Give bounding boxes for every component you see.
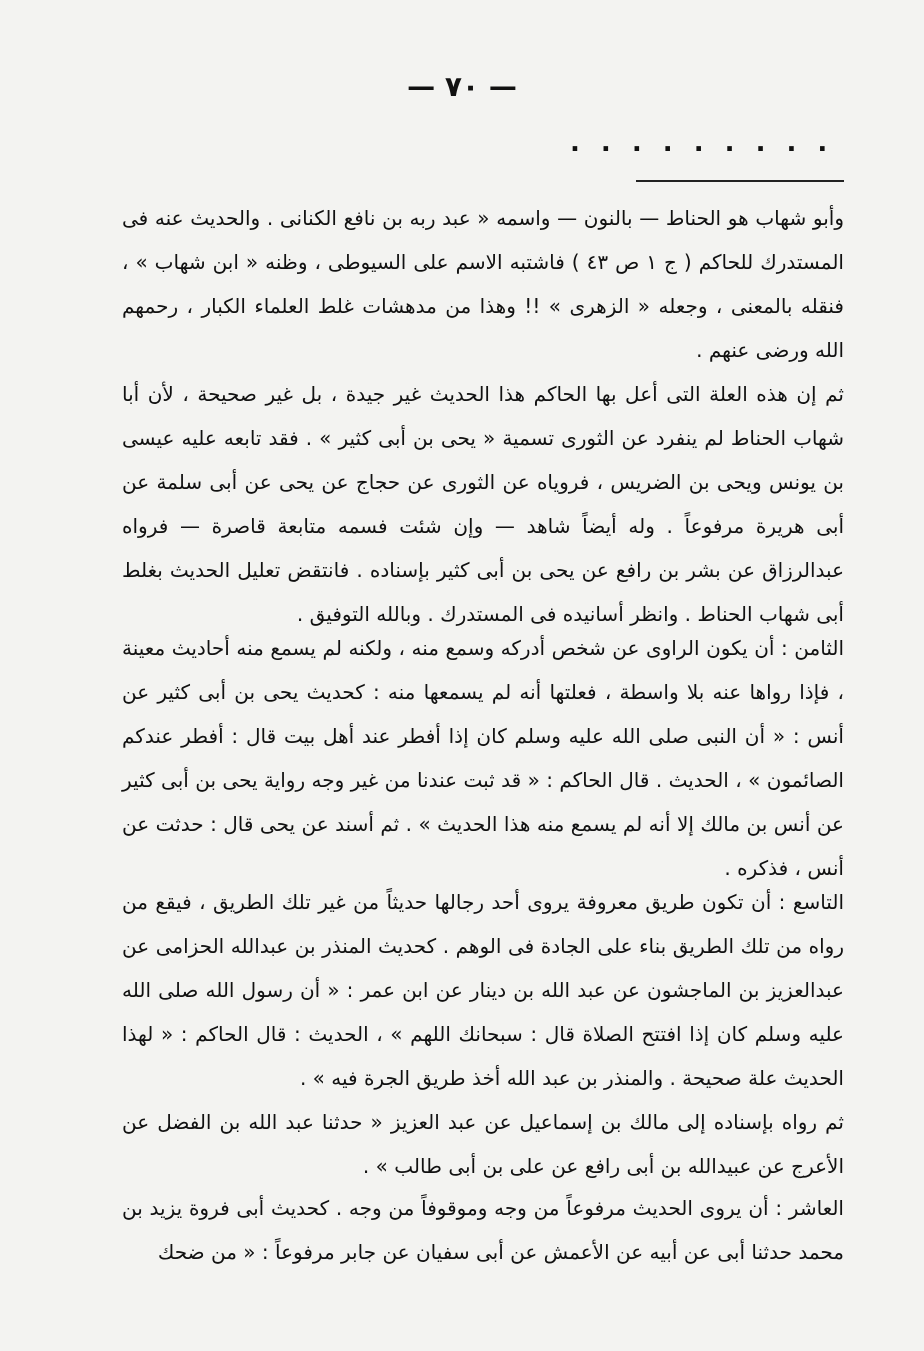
footnote-separator — [636, 180, 844, 182]
page-number: — ٧٠ — — [407, 70, 517, 103]
paragraph-tenth: العاشر : أن يروى الحديث مرفوعاً من وجه وموقوفاً من وجه . كحديث أبى فروة يزيد بن محمد حدثنا أبى عن أبيه عن الأعمش عن أبى سفيان عن جابر مرفوعاً : « من ضحك — [122, 1196, 844, 1264]
paragraph-eighth: الثامن : أن يكون الراوى عن شخص أدركه وسمع منه ، ولكنه لم يسمع منه أحاديث معينة ، فإذا رواها عنه بلا واسطة ، فعلتها أنه لم يسمعها منه : كحديث يحى بن أبى كثير عن أنس : « أن النبى صلى الله عليه وسلم كان إذا أفطر عند أهل بيت قال : أفطر عندكم الصائمون » ، الحديث . قال الحاكم : « قد ثبت عندنا من غير وجه رواية يحى بن أبى كثير عن أنس بن مالك إلا أنه لم يسمع منه هذا الحديث » . ثم أسند عن يحى قال : حدثت عن أنس ، فذكره . — [122, 636, 844, 880]
paragraph-ninth-continued: ثم رواه بإسناده إلى مالك بن إسماعيل عن عبد العزيز « حدثنا عبد الله بن الفضل عن الأعرج عن عبيدالله بن أبى رافع عن على بن أبى طالب » . — [122, 1110, 844, 1178]
paragraph-footnote: وأبو شهاب هو الحناط — بالنون — واسمه « عبد ربه بن نافع الكنانى . والحديث عنه فى المستدرك للحاكم ( ج ١ ص ٤٣ ) فاشتبه الاسم على السيوطى ، وظنه « ابن شهاب » ، فنقله بالمعنى ، وجعله « الزهرى » !! وهذا من مدهشات غلط العلماء الكبار ، رحمهم الله ورضى عنهم . — [122, 206, 844, 362]
paragraph-illness-critique: ثم إن هذه العلة التى أعل بها الحاكم هذا الحديث غير جيدة ، بل غير صحيحة ، لأن أبا شهاب الحناط لم ينفرد عن الثورى تسمية « يحى بن أبى كثير » . فقد تابعه عليه عيسى بن يونس ويحى بن الضريس ، فروياه عن الثورى عن حجاج عن يحى عن أبى سلمة عن أبى هريرة مرفوعاً . وله أيضاً شاهد — وإن شئت فسمه متابعة قاصرة — فرواه عبدالرزاق عن بشر بن رافع عن يحى بن أبى كثير بإسناده . فانتقض تعليل الحديث بغلط أبى شهاب الحناط . وانظر أسانيده فى المستدرك . وبالله التوفيق . — [122, 382, 844, 626]
ellipsis-marker: . . . . . . . . . — [570, 128, 834, 158]
paragraph-ninth: التاسع : أن تكون طريق معروفة يروى أحد رجالها حديثاً من غير تلك الطريق ، فيقع من رواه من تلك الطريق بناء على الجادة فى الوهم . كحديث المنذر بن عبدالله الحزامى عن عبدالعزيز بن الماجشون عن عبد الله بن دينار عن ابن عمر : « أن رسول الله صلى الله عليه وسلم كان إذا افتتح الصلاة قال : سبحانك اللهم » ، الحديث : قال الحاكم : « لهذا الحديث علة صحيحة . والمنذر بن عبد الله أخذ طريق الجرة فيه » . — [122, 890, 844, 1090]
